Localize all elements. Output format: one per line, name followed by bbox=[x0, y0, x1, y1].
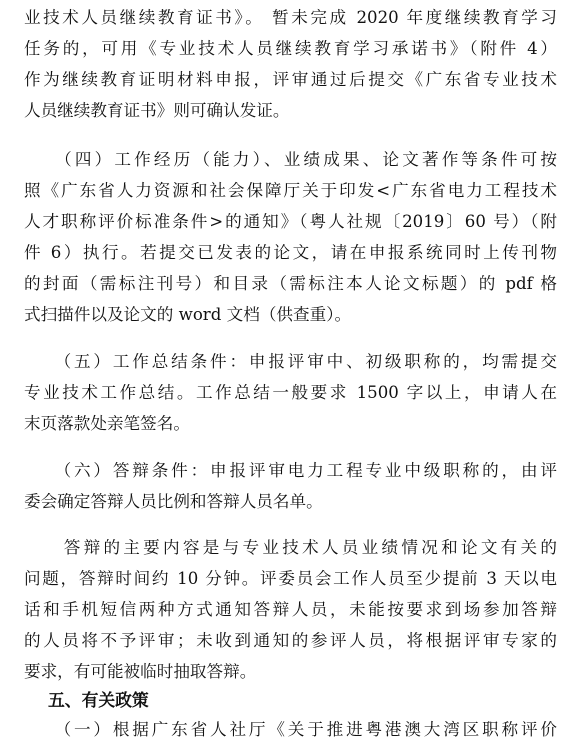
text-line: 作为继续教育证明材料申报，评审通过后提交《广东省专业技术 bbox=[24, 70, 557, 89]
text-line: （五）工作总结条件：申报评审中、初级职称的，均需提交 bbox=[24, 352, 557, 371]
text-line: 答辩的主要内容是与专业技术人员业绩情况和论文有关的 bbox=[24, 538, 557, 557]
text-line: （一）根据广东省人社厅《关于推进粤港澳大湾区职称评价 bbox=[24, 720, 557, 739]
text-line: 人才职称评价标准条件>的通知》（粤人社规〔2019〕60 号）（附 bbox=[24, 212, 557, 231]
section-heading: 五、有关政策 bbox=[48, 690, 149, 710]
text-line: 的封面（需标注刊号）和目录（需标注本人论文标题）的 pdf 格 bbox=[24, 274, 557, 293]
text-line: （六）答辩条件：申报评审电力工程专业中级职称的，由评 bbox=[24, 461, 557, 480]
text-line: 委会确定答辩人员比例和答辩人员名单。 bbox=[24, 492, 323, 511]
text-line: （四）工作经历（能力）、业绩成果、论文著作等条件可按 bbox=[24, 150, 557, 169]
text-line: 人员继续教育证书》则可确认发证。 bbox=[24, 101, 290, 120]
text-line: 专业技术工作总结。工作总结一般要求 1500 字以上，申请人在 bbox=[24, 383, 557, 402]
text-line: 话和手机短信两种方式通知答辩人员，未能按要求到场参加答辩 bbox=[24, 600, 557, 619]
text-line: 要求，有可能被临时抽取答辩。 bbox=[24, 662, 257, 681]
text-line: 式扫描件以及论文的 word 文档（供查重）。 bbox=[24, 305, 352, 324]
text-line: 件 6）执行。若提交已发表的论文，请在申报系统同时上传刊物 bbox=[24, 243, 557, 262]
text-line: 的人员将不予评审；未收到通知的参评人员，将根据评审专家的 bbox=[24, 631, 557, 650]
text-line: 问题，答辩时间约 10 分钟。评委员会工作人员至少提前 3 天以电 bbox=[24, 569, 557, 588]
text-line: 照《广东省人力资源和社会保障厅关于印发<广东省电力工程技术 bbox=[24, 181, 557, 200]
text-line: 任务的，可用《专业技术人员继续教育学习承诺书》（附件 4） bbox=[24, 39, 557, 58]
text-line: 末页落款处亲笔签名。 bbox=[24, 414, 190, 433]
text-line: 业技术人员继续教育证书》。 暂未完成 2020 年度继续教育学习 bbox=[24, 8, 557, 27]
